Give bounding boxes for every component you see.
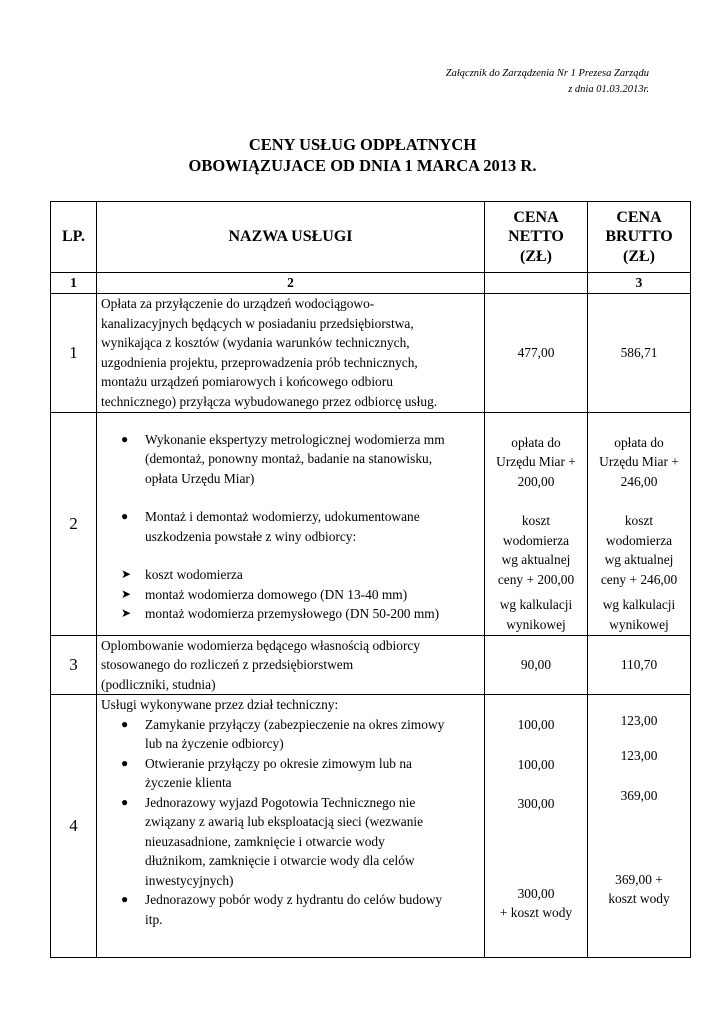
header-brutto-line2: BRUTTO xyxy=(605,228,673,246)
row4-bullet-line: związany z awarią lub eksploatacją sieci (wezwanie xyxy=(145,814,424,829)
row3-name-line: stosowanego do rozliczeń z przedsiębiorstwem xyxy=(101,657,354,672)
row2-brutto xyxy=(588,412,691,635)
row1-name-line: wynikająca z kosztów (wydania warunków technicznych, xyxy=(101,335,410,350)
table-row xyxy=(51,412,691,635)
row4-bullet-line: Otwieranie przyłączy po okresie zimowym lub na xyxy=(145,755,412,771)
row4-bullet-line: itp. xyxy=(145,911,163,927)
row4-brutto-value: 369,00 + xyxy=(615,871,663,887)
attachment-note-line1: Załącznik do Zarządzenia Nr 1 Prezesa Zarządu xyxy=(445,68,649,79)
row4-brutto-value: koszt wody xyxy=(608,891,670,906)
header-brutto xyxy=(588,202,691,273)
row4-bullet xyxy=(121,890,480,929)
row1-netto: 477,00 xyxy=(485,293,588,412)
col-number-3: 3 xyxy=(588,273,691,294)
attachment-note-line2: z dnia 01.03.2013r. xyxy=(568,84,649,95)
row4-bullet-line: Jednorazowy wyjazd Pogotowia Technicznego nie xyxy=(145,794,416,810)
header-brutto-line3: (ZŁ) xyxy=(623,247,655,265)
row4-netto-value: 100,00 xyxy=(517,756,555,772)
title-line2: OBOWIĄZUJACE OD DNIA 1 MARCA 2013 R. xyxy=(188,156,537,175)
row2-brutto-line: wodomierza xyxy=(605,532,673,548)
row1-brutto: 586,71 xyxy=(588,293,691,412)
col-number-1: 1 xyxy=(51,273,97,294)
header-netto-line1: CENA xyxy=(513,208,559,226)
row4-netto-value: 300,00 xyxy=(517,796,555,811)
arrow-bullet-icon: ➤ xyxy=(121,586,132,601)
row3-name xyxy=(97,635,485,695)
row2-arrow-item xyxy=(121,565,480,585)
row4-brutto-value: 369,00 xyxy=(620,788,658,803)
row4-name xyxy=(97,695,485,958)
row2-brutto-line: Urzędu Miar + xyxy=(599,454,679,469)
row3-name-line: Oplombowanie wodomierza będącego własnością odbiorcy xyxy=(101,637,421,653)
header-name: NAZWA USŁUGI xyxy=(97,202,485,273)
header-brutto-line1: CENA xyxy=(616,208,662,226)
row2-name xyxy=(97,412,485,635)
row4-brutto-value: 123,00 xyxy=(620,713,658,728)
title-line1: CENY USŁUG ODPŁATNYCH xyxy=(248,135,477,154)
bullet-dot-icon: ● xyxy=(121,431,129,446)
row4-intro: Usługi wykonywane przez dział techniczny: xyxy=(101,697,339,712)
row2-lp: 2 xyxy=(51,412,97,635)
row2-netto xyxy=(485,412,588,635)
row4-brutto xyxy=(588,695,691,958)
page-title xyxy=(0,134,725,176)
row2-netto-line: ceny + 200,00 xyxy=(497,571,575,587)
arrow-bullet-icon: ➤ xyxy=(121,606,132,620)
row2-bullet xyxy=(121,507,480,546)
table-row xyxy=(51,695,691,958)
row2-bullet-line: Wykonanie ekspertyzy metrologicznej wodomierza mm xyxy=(145,431,445,447)
row4-bullet xyxy=(121,793,480,891)
row2-netto-line: opłata do xyxy=(511,434,561,450)
row4-bullet xyxy=(121,754,480,793)
price-table xyxy=(50,201,691,958)
col-number-2: 2 xyxy=(97,273,485,294)
row4-netto-value: 300,00 xyxy=(517,885,555,901)
row1-name-line: technicznego) przyłącza wybudowanego przez odbiorcę usług. xyxy=(101,393,438,409)
row2-brutto-line: wg kalkulacji xyxy=(602,597,676,612)
row2-bullet-line: Montaż i demontaż wodomierzy, udokumentowane xyxy=(145,509,420,524)
row4-bullet-line: lub na życzenie odbiorcy) xyxy=(145,736,284,751)
row4-netto-value: + koszt wody xyxy=(499,905,573,920)
bullet-dot-icon: ● xyxy=(121,509,129,523)
row2-netto-line: wg kalkulacji xyxy=(499,597,573,612)
attachment-note xyxy=(446,66,649,98)
header-netto-line2: NETTO xyxy=(508,228,564,246)
row2-arrow-item xyxy=(121,585,480,605)
row3-lp: 3 xyxy=(51,635,97,695)
row2-arrow-line: koszt wodomierza xyxy=(145,567,243,582)
row2-arrow-item xyxy=(121,604,480,624)
row4-lp: 4 xyxy=(51,695,97,958)
bullet-dot-icon: ● xyxy=(121,794,129,809)
row2-brutto-line: wg aktualnej xyxy=(604,552,674,567)
row2-brutto-line: ceny + 246,00 xyxy=(600,571,678,587)
row4-bullet xyxy=(121,715,480,754)
row1-name xyxy=(97,293,485,412)
row2-brutto-line: 246,00 xyxy=(620,473,658,489)
row4-bullet-line: życzenie klienta xyxy=(145,775,232,790)
row1-name-line: montażu urządzeń pomiarowych i końcowego odbioru xyxy=(101,374,393,389)
row1-lp: 1 xyxy=(51,293,97,412)
row4-netto xyxy=(485,695,588,958)
row4-brutto-value: 123,00 xyxy=(620,747,658,763)
row1-name-line: Opłata za przyłączenie do urządzeń wodociągowo- xyxy=(101,296,375,311)
row4-bullet-line: Jednorazowy pobór wody z hydrantu do celów budowy xyxy=(145,892,443,907)
row4-bullet-line: nieuzasadnione, zamknięcie i otwarcie wody xyxy=(145,833,385,849)
row3-netto: 90,00 xyxy=(485,635,588,695)
row3-name-line: (podliczniki, studnia) xyxy=(101,676,216,692)
row2-bullet-line: opłata Urzędu Miar) xyxy=(145,470,255,486)
row2-netto-line: 200,00 xyxy=(517,473,555,489)
bullet-dot-icon: ● xyxy=(121,892,129,906)
row1-name-line: kanalizacyjnych będących w posiadaniu przedsiębiorstwa, xyxy=(101,315,414,331)
row2-brutto-line: koszt xyxy=(624,513,654,528)
row2-netto-line: koszt xyxy=(521,513,551,528)
table-row xyxy=(51,635,691,695)
row4-bullet-line: inwestycyjnych) xyxy=(145,872,234,888)
row2-netto-line: wodomierza xyxy=(502,532,570,548)
header-lp: LP. xyxy=(51,202,97,273)
table-row xyxy=(51,293,691,412)
header-netto xyxy=(485,202,588,273)
table-header-row xyxy=(51,202,691,273)
row2-bullet-line: uszkodzenia powstałe z winy odbiorcy: xyxy=(145,528,357,544)
column-number-row xyxy=(51,273,691,294)
row2-arrow-line: montaż wodomierza domowego (DN 13-40 mm) xyxy=(145,586,408,602)
row2-netto-line: wg aktualnej xyxy=(501,552,571,567)
header-netto-line3: (ZŁ) xyxy=(520,247,552,265)
bullet-dot-icon: ● xyxy=(121,755,129,770)
row2-netto-line: Urzędu Miar + xyxy=(496,454,576,469)
row4-bullet-line: Zamykanie przyłączy (zabezpieczenie na okres zimowy xyxy=(145,716,445,732)
arrow-bullet-icon: ➤ xyxy=(121,567,132,581)
row2-bullet-line: (demontaż, ponowny montaż, badanie na stanowisku, xyxy=(145,451,433,466)
col-number-empty xyxy=(485,273,588,294)
row2-brutto-line: wynikowej xyxy=(609,616,669,632)
row2-arrow-line: montaż wodomierza przemysłowego (DN 50-200 mm) xyxy=(145,606,440,621)
row4-bullet-line: dłużnikom, zamknięcie i otwarcie wody dla celów xyxy=(145,853,415,868)
row2-netto-line: wynikowej xyxy=(506,616,566,632)
row3-brutto: 110,70 xyxy=(588,635,691,695)
row2-brutto-line: opłata do xyxy=(614,434,664,450)
row1-name-line: uzgodnienia projektu, przeprowadzenia prób technicznych, xyxy=(101,354,418,370)
bullet-dot-icon: ● xyxy=(121,716,129,731)
row4-netto-value: 100,00 xyxy=(517,717,555,732)
row2-bullet xyxy=(121,430,480,489)
